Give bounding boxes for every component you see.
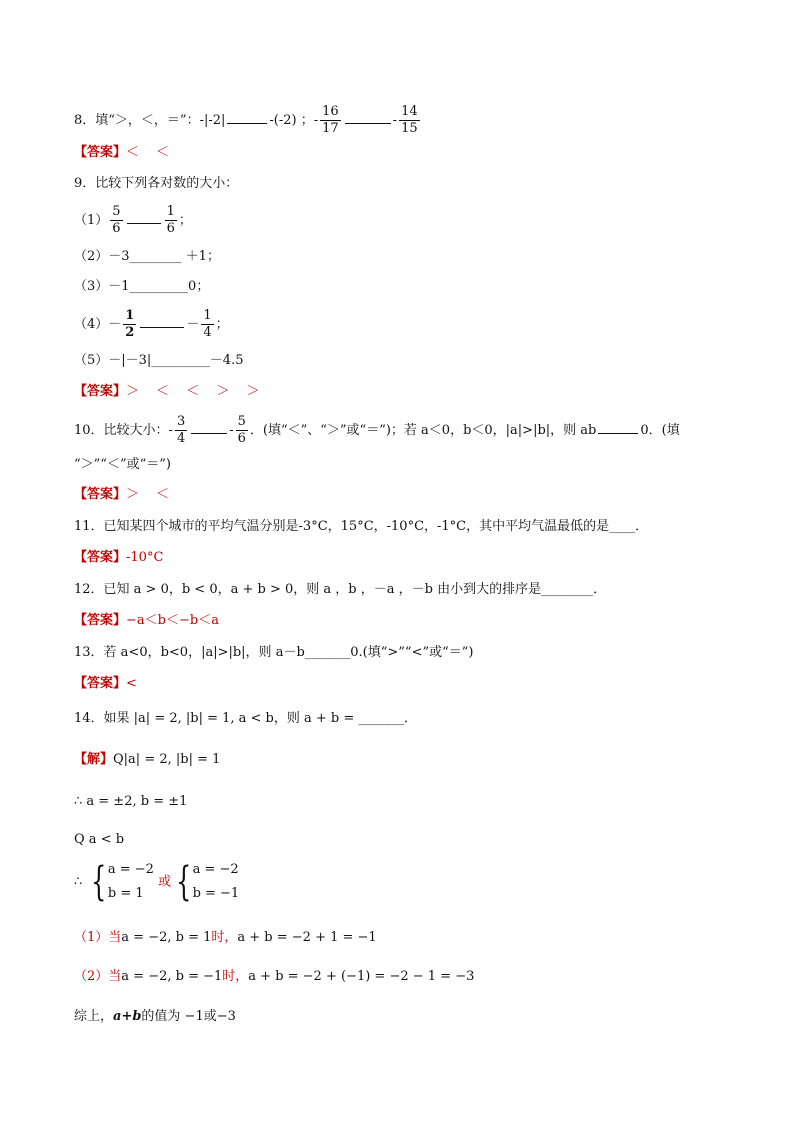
fraction — [110, 204, 122, 237]
answer-text: −a＜b＜−b＜a — [126, 613, 219, 628]
fraction — [399, 104, 420, 137]
fraction — [320, 104, 341, 137]
answer-text: ＞ ＜ ＜ ＞ ＞ — [126, 384, 260, 399]
q10-text: ．(填“＜”、“＞”或“＝”)；若 a＜0，b＜0，|a|>|b|，则 ab — [249, 423, 597, 438]
numerator: 5 — [237, 414, 246, 429]
numerator: 14 — [401, 104, 418, 119]
solution-line-3: Q a < b — [74, 832, 125, 847]
answer-label: 【答案】 — [74, 145, 127, 160]
answer-label: 【答案】 — [74, 384, 127, 399]
numerator: 3 — [176, 414, 186, 429]
case-equation: a + b = −2 + (−1) = −2 − 1 = −3 — [248, 969, 475, 984]
solution-conclusion — [74, 1008, 236, 1026]
q8-prefix: 8．填“＞，＜，＝”：-|-2| — [74, 113, 226, 128]
left-brace-icon: { — [91, 859, 107, 905]
conclusion-variable: a+b — [113, 1009, 142, 1024]
denominator: 4 — [176, 431, 186, 446]
question-13: 13．若 a<0，b<0，|a|>|b|，则 a－b_______0.(填“>”“<”或“＝”) — [74, 645, 474, 660]
question-10-line-2: “＞”“＜”或“＝”) — [74, 457, 171, 472]
equation-system-1 — [108, 858, 154, 906]
denominator: 6 — [237, 431, 246, 446]
solution-line-1 — [74, 751, 220, 769]
question-9-title: 9．比较下列各对数的大小： — [74, 176, 239, 191]
answer-label: 【答案】 — [74, 487, 127, 502]
question-12: 12．已知 a > 0，b < 0，a + b > 0，则 a ，b ，－a ，－b 由小到大的排序是________． — [74, 582, 607, 597]
solution-case-2 — [74, 968, 474, 986]
solution-text: Q|a| = 2, |b| = 1 — [113, 752, 221, 767]
equation: b = 1 — [107, 886, 144, 901]
answer-8 — [74, 144, 169, 162]
answer-11 — [74, 549, 163, 567]
answer-label: 【答案】 — [74, 550, 127, 565]
question-9-part-4 — [74, 308, 229, 341]
case-when: 时， — [211, 930, 238, 945]
numerator: 16 — [322, 104, 339, 119]
fraction — [175, 414, 187, 447]
conclusion-prefix: 综上， — [74, 1009, 114, 1024]
answer-blank — [191, 421, 227, 434]
case-label: （1）当 — [74, 930, 122, 945]
punctuation: ； — [178, 213, 192, 228]
denominator: 2 — [125, 325, 135, 340]
answer-label: 【答案】 — [74, 676, 127, 691]
numerator: 1 — [203, 308, 212, 323]
answer-9 — [74, 383, 260, 401]
punctuation: ； — [215, 317, 229, 332]
denominator: 6 — [112, 221, 121, 236]
q8-mid: -(-2) ；- — [269, 113, 319, 128]
answer-text: < — [126, 676, 137, 691]
question-8 — [74, 104, 422, 137]
case-condition: a = −2, b = −1 — [121, 969, 223, 984]
q10-prefix: 10．比较大小：- — [74, 423, 173, 438]
minus-sign: - — [229, 423, 234, 438]
case-label: （2）当 — [74, 969, 122, 984]
answer-blank — [140, 315, 184, 328]
fraction — [165, 204, 177, 237]
answer-blank — [227, 111, 267, 124]
therefore-symbol: ∴ — [74, 874, 83, 890]
q8-sep: - — [392, 113, 398, 128]
part-number: （1） — [74, 213, 109, 228]
equation-system-2 — [193, 858, 240, 906]
denominator: 17 — [322, 121, 339, 136]
answer-text: ＜ ＜ — [126, 145, 170, 160]
question-9-part-1 — [74, 204, 192, 237]
answer-label: 【答案】 — [74, 613, 127, 628]
question-10 — [74, 414, 680, 447]
question-14: 14．如果 |a| = 2, |b| = 1, a < b，则 a + b = _______． — [74, 711, 417, 726]
denominator: 15 — [401, 121, 418, 136]
or-word: 或 — [158, 874, 172, 890]
answer-text: -10°C — [126, 550, 164, 565]
numerator: 1 — [125, 308, 135, 323]
question-11: 11．已知某四个城市的平均气温分别是-3°C，15°C，-10°C，-1°C，其中平均气温最低的是____． — [74, 519, 649, 534]
q10-end: 0．(填 — [640, 423, 680, 438]
denominator: 6 — [166, 221, 175, 236]
answer-12 — [74, 612, 219, 630]
solution-system — [74, 858, 239, 907]
case-condition: a = −2, b = 1 — [121, 930, 212, 945]
equation: a = −2 — [192, 862, 239, 877]
answer-blank — [598, 421, 638, 434]
case-when: 时， — [222, 969, 249, 984]
question-9-part-2: （2）－3________ ＋1； — [74, 249, 220, 264]
solution-case-1 — [74, 929, 377, 947]
answer-blank — [127, 211, 161, 224]
denominator: 4 — [203, 325, 212, 340]
numerator: 1 — [166, 204, 175, 219]
equation: b = −1 — [192, 886, 240, 901]
left-brace-icon: { — [176, 859, 192, 905]
case-equation: a + b = −2 + 1 = −1 — [237, 930, 377, 945]
conclusion-text: 的值为 −1或−3 — [141, 1009, 236, 1024]
equation: a = −2 — [107, 862, 154, 877]
minus-sign: － — [186, 317, 200, 332]
answer-blank — [345, 111, 391, 124]
fraction — [236, 414, 248, 447]
numerator: 5 — [112, 204, 121, 219]
part-number: （4）－ — [74, 317, 122, 332]
solution-line-2: ∴ a = ±2, b = ±1 — [74, 794, 188, 809]
solution-label: 【解】 — [74, 752, 114, 767]
answer-10 — [74, 486, 169, 504]
fraction — [123, 308, 136, 341]
answer-13 — [74, 675, 137, 693]
answer-text: ＞ ＜ — [126, 487, 170, 502]
question-9-part-3: （3）－1_________0； — [74, 279, 210, 294]
question-9-part-5: （5）－|－3|_________－4.5 — [74, 353, 244, 368]
fraction — [201, 308, 213, 341]
